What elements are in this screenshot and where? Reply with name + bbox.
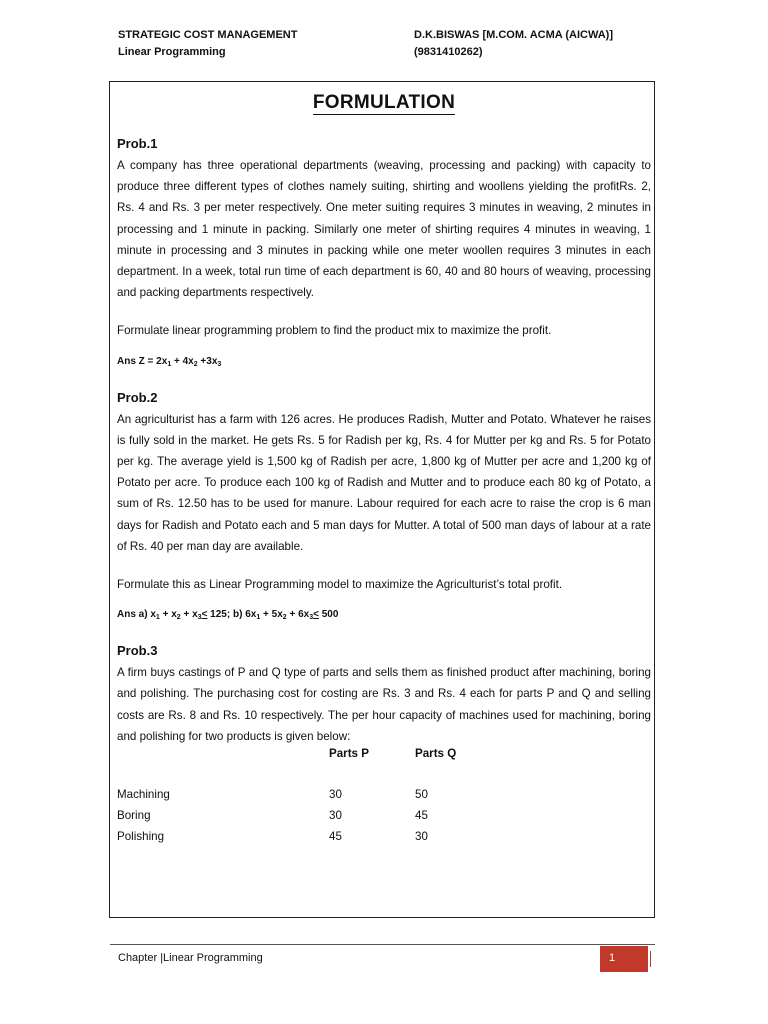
page-badge-tick <box>650 951 651 967</box>
prob2-text: An agriculturist has a farm with 126 acres. He produces Radish, Mutter and Potato. Whatever he raises is fully sold in the market. He gets Rs. 5 for Radish per kg, Rs. 4 for Mutter per kg and Rs. 5 for Potato per kg. The average yield is 1,500 kg of Radish per acre, 1,800 kg of Mutter per acre and 1,200 kg of Potato per acre. To produce each 100 kg of Radish and Mutter and to produce each 80 kg of Potato, a sum of Rs. 12.50 has to be used for manure. Labour required for each acre to raise the crop is 6 man days for Radish and Potato each and 5 man days for Mutter. A total of 500 man days of labour at a rate of Rs. 40 per man day are available. <box>117 412 651 553</box>
table-row: Machining 30 50 <box>117 788 428 802</box>
prob2-heading: Prob.2 <box>117 389 158 405</box>
prob2-instruction: Formulate this as Linear Programming model to maximize the Agriculturist’s total profit. <box>117 578 563 592</box>
col-parts-q: Parts Q <box>415 747 457 761</box>
page-content <box>117 92 651 851</box>
prob1-text: A company has three operational departments (weaving, processing and packing) with capacity to produce three different types of clothes namely suiting, shirting and woollens yielding the profitRs. 2, Rs. 4 and Rs. 3 per meter respectively. One meter suiting requires 3 minutes in weaving, 2 minutes in processing and 1 minute in packing. Similarly one meter of shirting requires 4 minutes in weaving, 1 minute in processing and 3 minutes in packing while one meter woollen requires 3 minutes in each department. In a week, total run time of each department is 60, 40 and 80 hours of weaving, processing and packing departments respectively. <box>117 159 651 300</box>
header-topic: Linear Programming <box>118 46 226 58</box>
prob3-text: A firm buys castings of P and Q type of parts and sells them as finished product after machining, boring and polishing. The purchasing cost for costing are Rs. 3 and Rs. 4 each for parts P and Q and selling costs are Rs. 8 and Rs. 10 respectively. The per hour capacity of machines used for machining, boring and polishing for two products is given below: <box>117 666 651 743</box>
col-parts-p: Parts P <box>329 747 369 761</box>
prob1-instruction: Formulate linear programming problem to find the product mix to maximize the profit. <box>117 324 552 338</box>
header-right <box>414 27 613 61</box>
header-author: D.K.BISWAS [M.COM. ACMA (AICWA)] <box>414 29 613 41</box>
footer-chapter: Chapter |Linear Programming <box>118 952 263 964</box>
page-number-badge: 1 <box>600 946 648 972</box>
header-course-title: STRATEGIC COST MANAGEMENT <box>118 29 298 41</box>
prob1-heading: Prob.1 <box>117 136 158 151</box>
table-header-row <box>117 747 495 768</box>
table-row: Polishing 45 30 <box>117 830 428 844</box>
header-left <box>118 27 297 61</box>
table-row: Boring 30 45 <box>117 809 428 823</box>
machine-capacity-table <box>117 747 495 851</box>
page-title: FORMULATION <box>312 92 456 113</box>
header-phone: (9831410262) <box>414 46 483 58</box>
prob1-answer: Ans $Z = 2x_1 + 4x_2 +3x_3$ <box>117 355 222 368</box>
footer-divider <box>110 944 655 945</box>
prob3-heading: Prob.3 <box>117 643 158 659</box>
prob2-answer: Ans a) $x_1 + x_2 + x_3< 125$; b) $6x_1 + 5x_2 + 6x_3< 500$ <box>117 609 339 622</box>
